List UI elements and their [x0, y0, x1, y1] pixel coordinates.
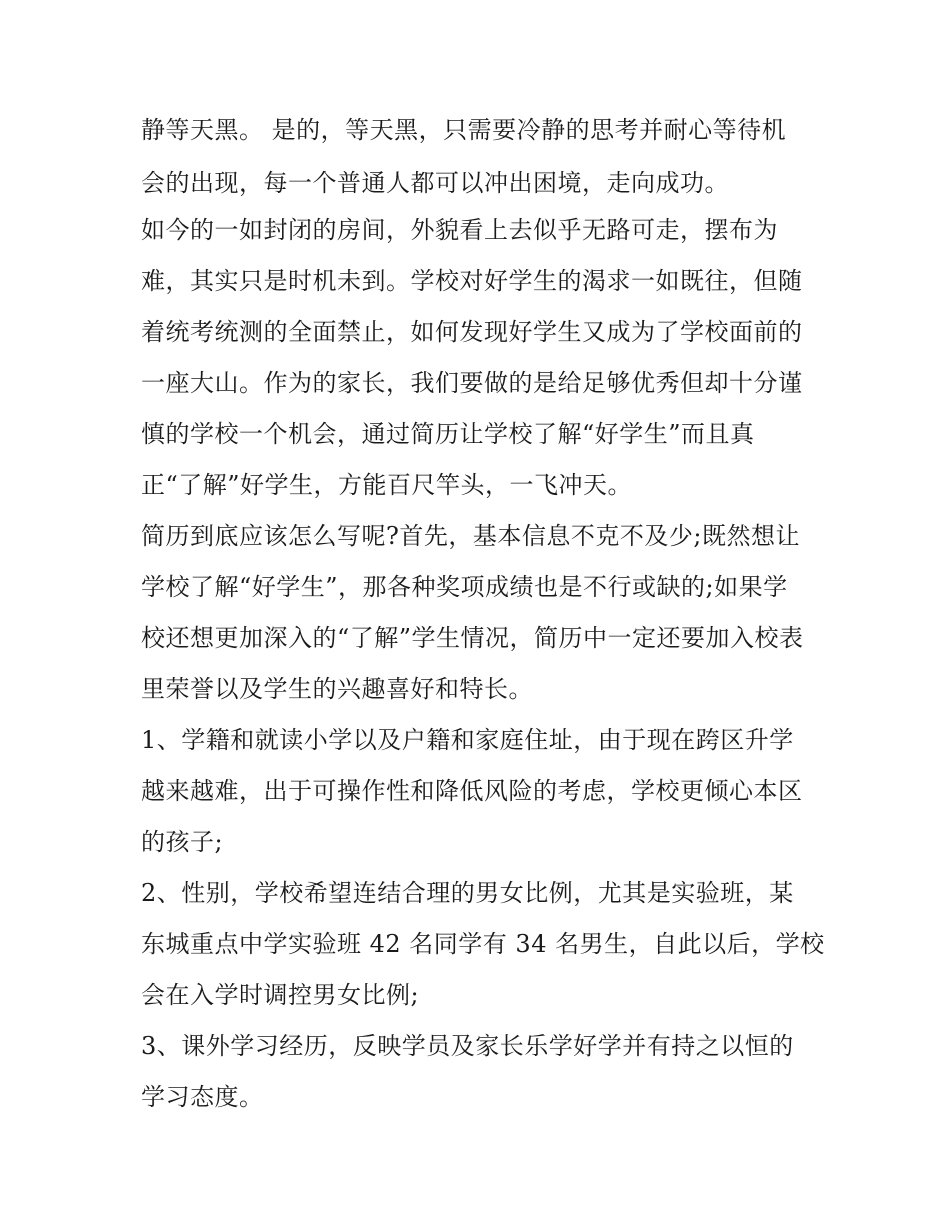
- text-line: 3、课外学习经历，反映学员及家长乐学好学并有持之以恒的: [141, 1032, 794, 1060]
- text-line: 学校了解“好学生”，那各种奖项成绩也是不行或缺的;如果学: [141, 573, 788, 601]
- text-line: 越来越难，出于可操作性和降低风险的考虑，学校更倾心本区: [141, 777, 803, 805]
- text-line: 里荣誉以及学生的兴趣喜好和特长。: [141, 675, 533, 703]
- text-line: 的孩子;: [141, 828, 224, 856]
- text-line: 如今的一如封闭的房间，外貌看上去似乎无路可走，摆布为: [141, 216, 778, 244]
- text-line: 1、学籍和就读小学以及户籍和家庭住址，由于现在跨区升学: [141, 726, 794, 754]
- text-line: 学习态度。: [141, 1083, 264, 1111]
- text-line: 简历到底应该怎么写呢?首先，基本信息不克不及少;既然想让: [141, 522, 800, 550]
- text-line: 校还想更加深入的“了解”学生情况，简历中一定还要加入校表: [141, 624, 804, 652]
- text-line: 慎的学校一个机会，通过简历让学校了解“好学生”而且真: [141, 420, 755, 448]
- text-line: 会的出现，每一个普通人都可以冲出困境，走向成功。: [141, 169, 729, 197]
- text-line: 一座大山。作为的家长，我们要做的是给足够优秀但却十分谨: [141, 369, 803, 397]
- text-line: 正“了解”好学生，方能百尺竿头，一飞冲天。: [141, 471, 633, 499]
- text-line: 难，其实只是时机未到。学校对好学生的渴求一如既往，但随: [141, 267, 803, 295]
- text-line: 2、性别，学校希望连结合理的男女比例，尤其是实验班，某: [141, 879, 794, 907]
- text-line: 会在入学时调控男女比例;: [141, 981, 420, 1009]
- text-line: 着统考统测的全面禁止，如何发现好学生又成为了学校面前的: [141, 318, 803, 346]
- text-line: 东城重点中学实验班 42 名同学有 34 名男生，自此以后，学校: [141, 930, 825, 958]
- text-line: 静等天黑。 是的，等天黑，只需要冷静的思考并耐心等待机: [141, 116, 787, 144]
